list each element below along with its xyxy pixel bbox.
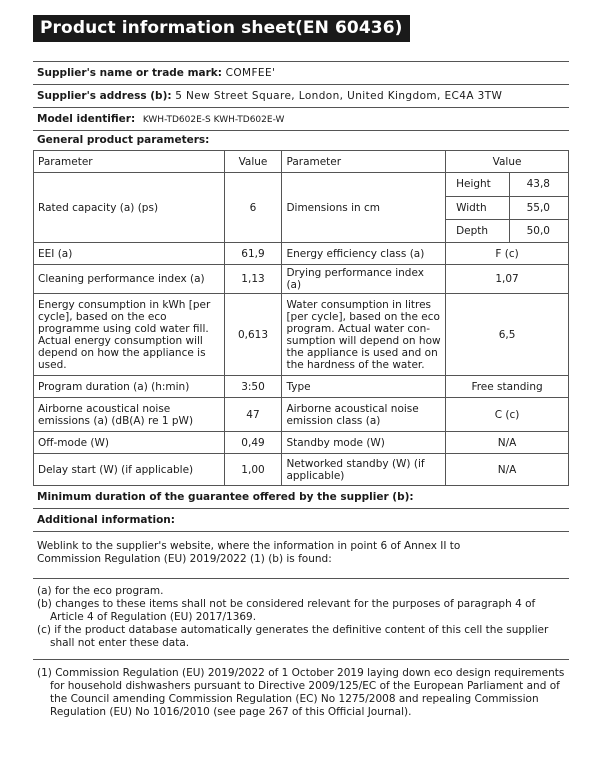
delay-start-value: 1,00 [224, 454, 282, 486]
notes-block [33, 578, 569, 659]
dim-height-label: Height [446, 173, 509, 196]
dim-width-label: Width [446, 196, 509, 219]
water-consumption-label: Water consumption in litres [per cycle], based on the eco program. Actual water con-sumption will depend on how the appliance is used and on the hardness of the water. [282, 294, 446, 376]
model-identifier-label: Model identifier: [37, 113, 136, 125]
program-duration-label: Program duration (a) (h:min) [34, 376, 225, 398]
table-row [34, 432, 569, 454]
rated-capacity-label: Rated capacity (a) (ps) [34, 173, 225, 243]
dim-height-value: 43,8 [509, 173, 568, 196]
supplier-address-row [33, 84, 569, 107]
table-row [34, 376, 569, 398]
weblink-text: Weblink to the supplier's website, where the information in point 6 of Annex II to Commission Regulation (EU) 2019/2022 (1) (b) is found: [33, 531, 569, 578]
networked-standby-label: Networked standby (W) (if applicable) [282, 454, 446, 486]
noise-emissions-value: 47 [224, 398, 282, 432]
table-row [34, 454, 569, 486]
guarantee-duration-heading: Minimum duration of the guarantee offered by the supplier (b): [37, 491, 414, 503]
header-value-right: Value [446, 151, 569, 173]
header-parameter-right: Parameter [282, 151, 446, 173]
networked-standby-value: N/A [446, 454, 569, 486]
footnote-1: (1) Commission Regulation (EU) 2019/2022 of 1 October 2019 laying down eco design requirements for household dishwashers pursuant to Directive 2009/125/EC of the European Parliament and of the Council amending Commission Regulation (EC) No 1275/2008 and repealing Commission Regulation (EU) No 1016/2010 (see page 267 of this Official Journal). [33, 659, 569, 725]
dimensions-cell [446, 173, 569, 243]
program-duration-value: 3:50 [224, 376, 282, 398]
additional-information-heading: Additional information: [33, 508, 569, 531]
parameters-table [33, 150, 569, 486]
dimensions-subtable [446, 173, 568, 242]
table-row [34, 173, 569, 243]
header-value-left: Value [224, 151, 282, 173]
eei-label: EEI (a) [34, 243, 225, 265]
product-sheet [33, 61, 569, 725]
cleaning-index-label: Cleaning performance index (a) [34, 265, 225, 294]
standby-mode-value: N/A [446, 432, 569, 454]
energy-class-value: F (c) [446, 243, 569, 265]
energy-consumption-value: 0,613 [224, 294, 282, 376]
supplier-name-label: Supplier's name or trade mark: [37, 67, 222, 79]
drying-index-label: Drying performance index (a) [282, 265, 446, 294]
energy-class-label: Energy efficiency class (a) [282, 243, 446, 265]
noise-class-value: C (c) [446, 398, 569, 432]
table-row [34, 243, 569, 265]
delay-start-label: Delay start (W) (if applicable) [34, 454, 225, 486]
off-mode-label: Off-mode (W) [34, 432, 225, 454]
supplier-address-value: 5 New Street Square, London, United Kingdom, EC4A 3TW [175, 90, 503, 102]
water-consumption-value: 6,5 [446, 294, 569, 376]
dim-depth-value: 50,0 [526, 224, 550, 237]
model-identifier-value: KWH-TD602E-S KWH-TD602E-W [142, 115, 285, 125]
energy-consumption-label: Energy consumption in kWh [per cycle], based on the eco programme using cold water fill. Actual energy consumption will depend on how the appliance is used. [34, 294, 225, 376]
dim-depth-label: Depth [446, 219, 509, 242]
type-value: Free standing [446, 376, 569, 398]
page-title: Product information sheet(EN 60436) [33, 15, 410, 42]
header-parameter-left: Parameter [34, 151, 225, 173]
table-row [34, 265, 569, 294]
table-header-row [34, 151, 569, 173]
eei-value: 61,9 [224, 243, 282, 265]
supplier-name-value: COMFEE' [225, 67, 276, 79]
type-label: Type [282, 376, 446, 398]
cleaning-index-value: 1,13 [224, 265, 282, 294]
table-row [34, 294, 569, 376]
table-row [34, 398, 569, 432]
noise-emissions-label: Airborne acoustical noise emissions (a) (dB(A) re 1 pW) [34, 398, 225, 432]
supplier-name-row [33, 61, 569, 84]
note-b: (b) changes to these items shall not be considered relevant for the purposes of paragraph 4 of Article 4 of Regulation (EU) 2017/1369. [37, 598, 536, 623]
noise-class-label: Airborne acoustical noise emission class (a) [282, 398, 446, 432]
dimensions-label: Dimensions in cm [282, 173, 446, 243]
note-a: (a) for the eco program. [37, 585, 164, 597]
general-parameters-heading: General product parameters: [33, 130, 569, 150]
rated-capacity-value: 6 [224, 173, 282, 243]
standby-mode-label: Standby mode (W) [282, 432, 446, 454]
supplier-address-label: Supplier's address (b): [37, 90, 172, 102]
model-identifier-row [33, 107, 569, 130]
note-c: (c) if the product database automatically generates the definitive content of this cell the supplier shall not enter these data. [37, 624, 549, 649]
dim-width-value: 55,0 [509, 196, 568, 219]
drying-index-value: 1,07 [446, 265, 569, 294]
off-mode-value: 0,49 [224, 432, 282, 454]
